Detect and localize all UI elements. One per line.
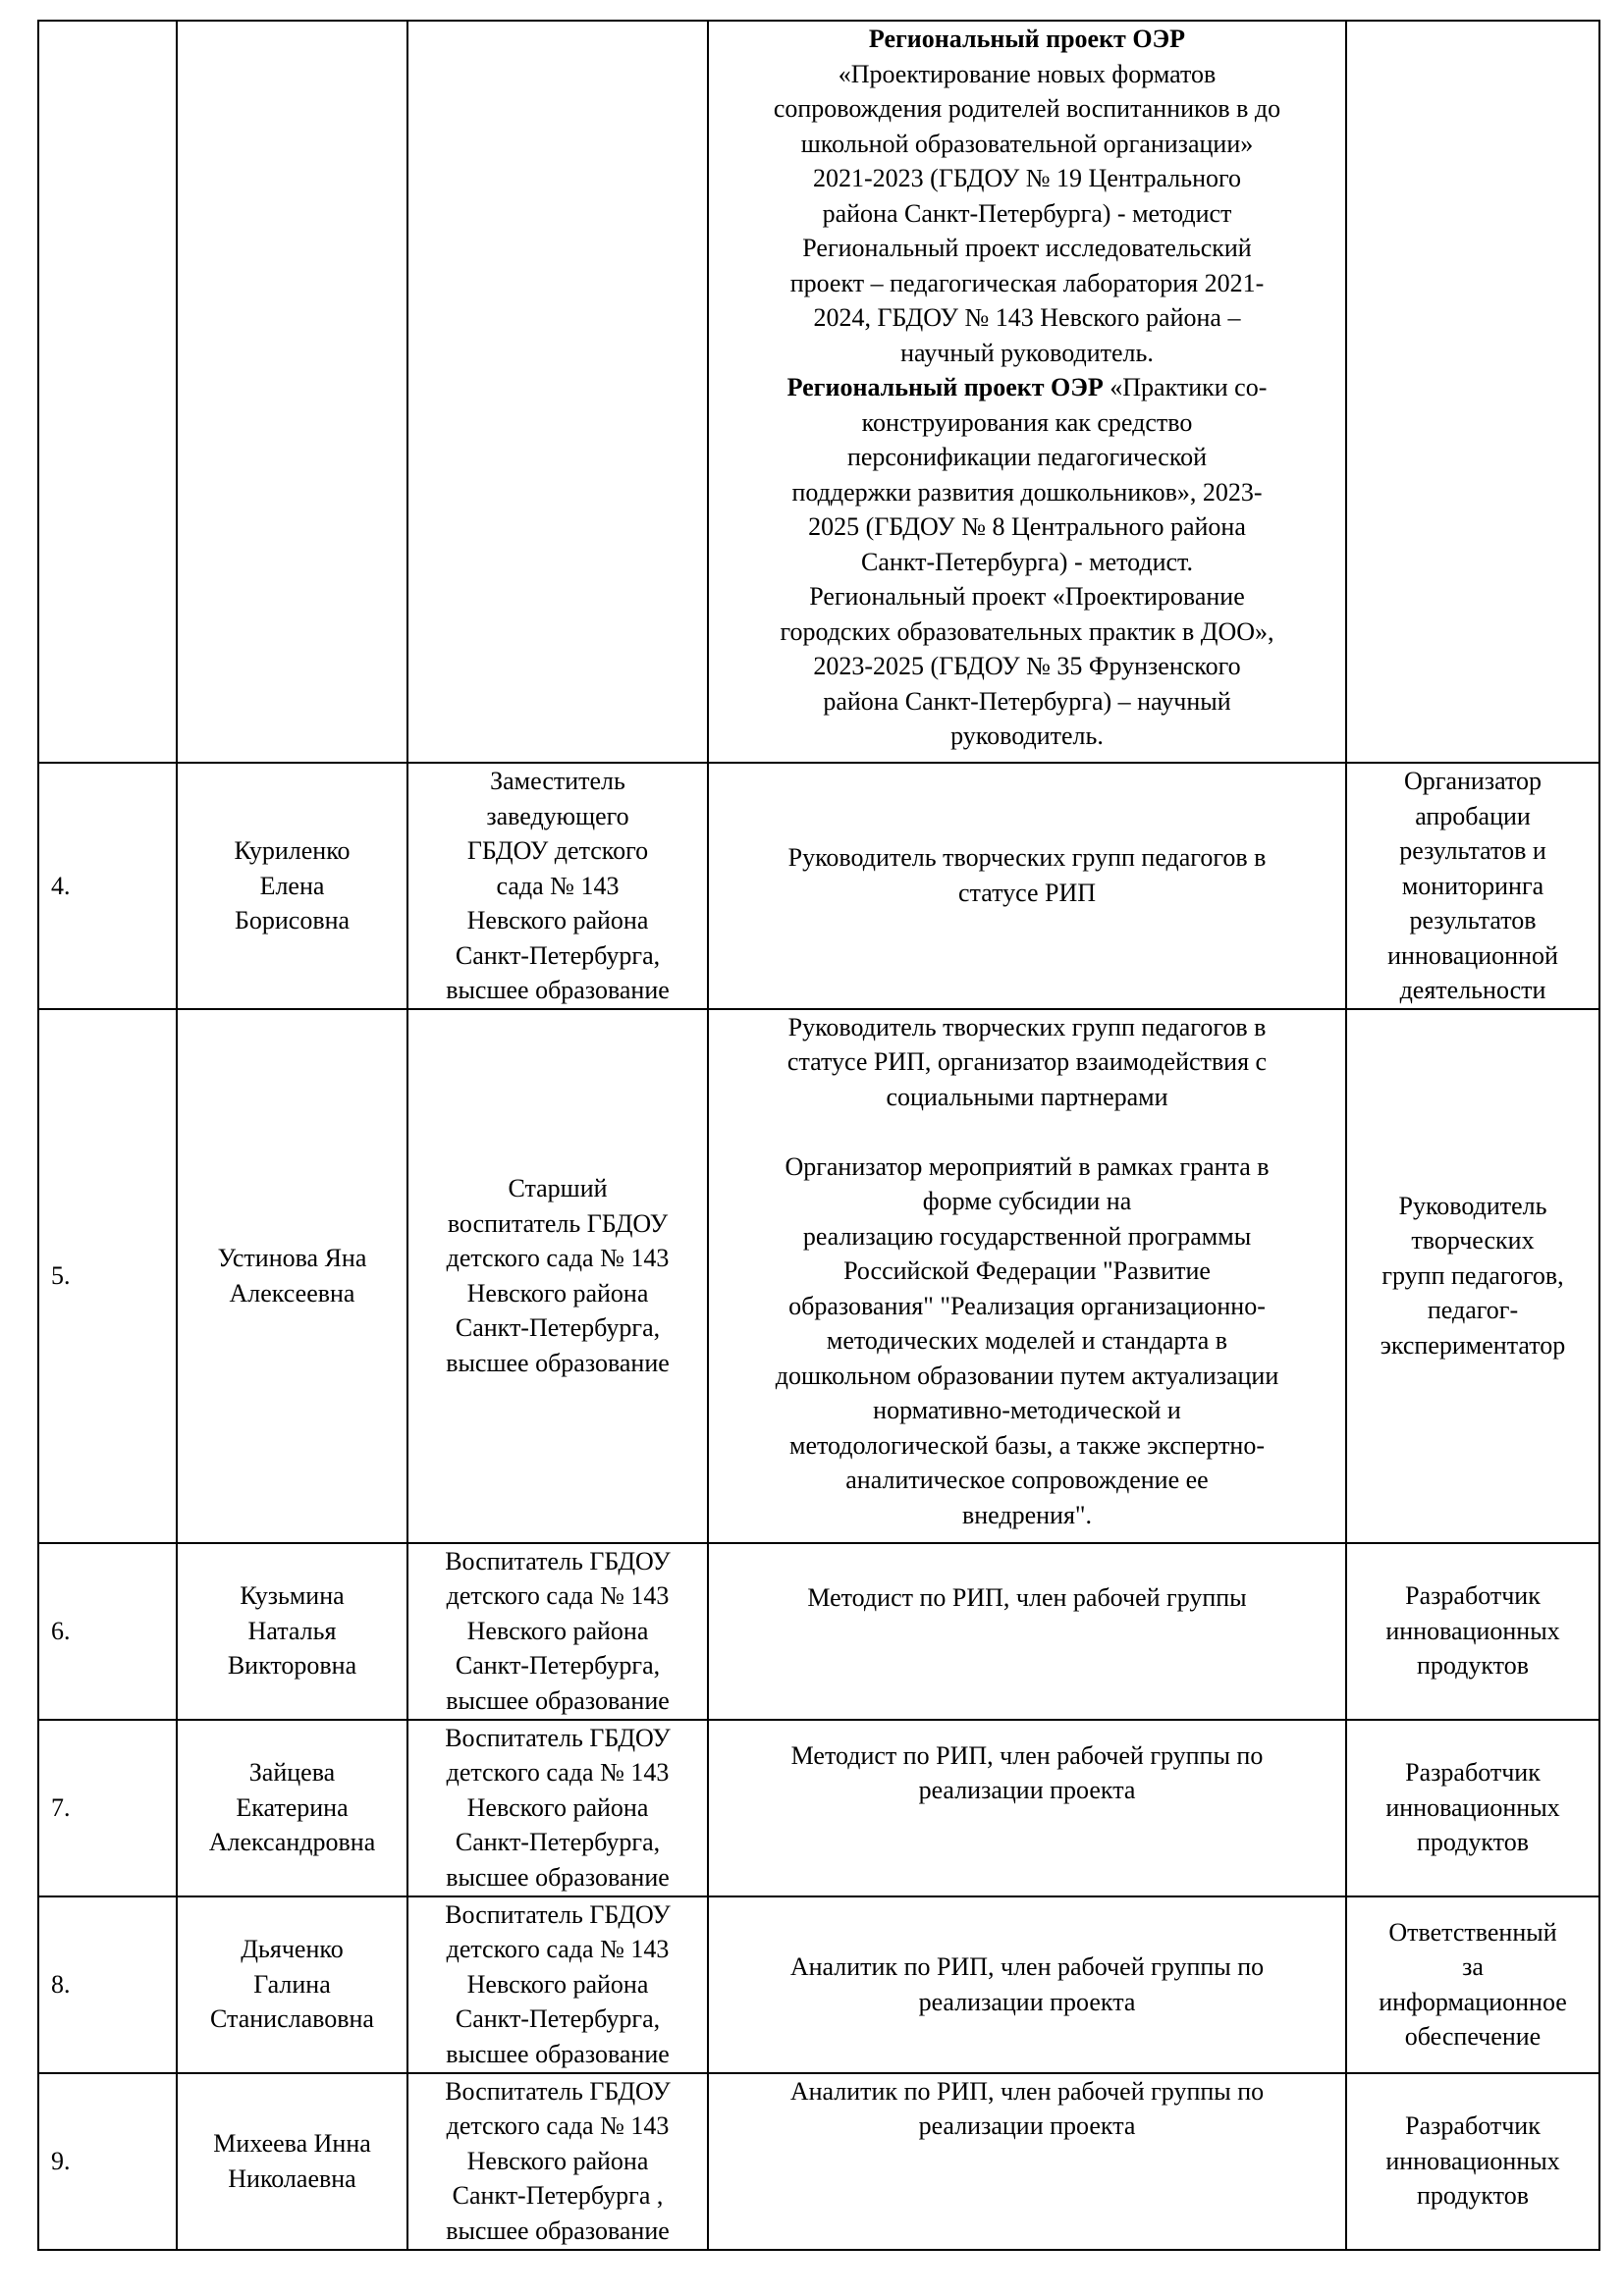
position-line: Воспитатель ГБДОУ [445,1723,671,1752]
table-row [38,2073,1599,2250]
name-cell [177,1543,407,1720]
function-line: Разработчик [1405,1758,1541,1788]
function-line: результатов [1409,906,1537,934]
position-line: Невского района [466,1792,649,1822]
table-row [38,1543,1599,1720]
role-line: 2023-2025 (ГБДОУ № 35 Фрунзенского [813,652,1241,680]
role-cell [708,763,1346,1009]
role-line: 2021-2023 (ГБДОУ № 19 Центрального [813,164,1241,192]
role-line-mixed [713,370,1341,405]
function-cell [1346,1009,1599,1543]
role-line: дошкольном образовании путем актуализации [775,1361,1279,1390]
function-line: экспериментатор [1380,1330,1566,1360]
position-line: Невского района [466,1616,649,1645]
role-line: научный руководитель. [900,338,1154,367]
role-line: 2024, ГБДОУ № 143 Невского района – [813,303,1241,332]
role-line: Российской Федерации "Развитие [843,1256,1211,1285]
function-line: Руководитель [1398,1191,1547,1220]
position-line: Заместитель [490,767,625,795]
role-line: района Санкт-Петербурга) – научный [823,686,1231,716]
function-cell [1346,2073,1599,2250]
position-line: ГБДОУ детского [466,836,649,865]
role-line: сопровождения родителей воспитанников в до [773,94,1281,123]
role-cell [708,21,1346,763]
function-cell [1346,763,1599,1009]
position-line: детского сада № 143 [446,1581,670,1610]
role-line: школьной образовательной организации» [800,129,1254,158]
role-line: методологической базы, а также экспертно- [788,1430,1266,1460]
role-line: образования" "Реализация организационно- [788,1291,1266,1320]
table-row [38,1720,1599,1896]
position-line: Невского района [466,906,649,934]
function-line: деятельности [1399,976,1546,1004]
role-line: методических моделей и стандарта в [826,1326,1228,1355]
position-line: Воспитатель ГБДОУ [445,1546,671,1575]
name-line: Михеева Инна [213,2129,371,2158]
role-line: реализацию государственной программы [802,1221,1252,1251]
function-line: Разработчик [1405,1581,1541,1611]
position-line: воспитатель ГБДОУ [447,1208,669,1238]
role-line: Аналитик по РИП, член рабочей группы по [789,1952,1265,1981]
function-line: результатов и [1399,836,1546,865]
position-line: заведующего [486,801,629,830]
position-line: Невского района [466,2146,649,2175]
role-line: конструирования как средство [861,407,1193,437]
role-line: реализации проекта [918,1776,1136,1804]
role-line: Региональный проект исследовательский [802,234,1252,262]
name-cell [177,763,407,1009]
function-line: групп педагогов, [1381,1260,1564,1290]
role-line: проект – педагогическая лаборатория 2021- [789,268,1265,297]
name-line: Куриленко [234,836,351,865]
role-line: статусе РИП [957,878,1097,907]
staff-table [37,20,1600,2251]
role-line: Методист по РИП, член рабочей группы по [790,1740,1264,1770]
role-cell [708,1009,1346,1543]
position-line: высшее образование [446,2039,670,2068]
role-line: форме субсидии на [922,1187,1132,1215]
function-line: Разработчик [1405,2111,1541,2141]
name-line: Устинова Яна [217,1244,367,1272]
role-line: «Проектирование новых форматов [838,59,1217,88]
position-line: Санкт-Петербурга, [455,940,661,970]
position-line: Старший [508,1174,608,1202]
function-line: продуктов [1417,1651,1529,1681]
name-cell [177,21,407,763]
role-line: аналитическое сопровождение ее [845,1466,1209,1494]
name-cell [177,2073,407,2250]
role-line: статусе РИП, организатор взаимодействия с [786,1047,1268,1076]
role-line: руководитель. [950,721,1104,750]
name-line: Станиславовна [210,2004,374,2034]
role-line: городских образовательных практик в ДОО», [780,616,1274,646]
function-line: продуктов [1417,1828,1529,1857]
position-line: Воспитатель ГБДОУ [445,1899,671,1929]
position-line: Санкт-Петербурга, [455,1651,661,1680]
name-line: Дьяченко [241,1935,344,1964]
function-line: продуктов [1417,2181,1529,2211]
num-cell: 4. [38,763,177,1009]
position-line: высшее образование [446,976,670,1004]
function-line: инновационных [1385,2146,1560,2175]
role-line: поддержки развития дошкольников», 2023- [791,477,1263,507]
name-line: Александровна [208,1828,376,1857]
position-line: Санкт-Петербурга , [452,2181,664,2210]
name-line: Елена [259,871,325,900]
position-line: детского сада № 143 [446,1758,670,1787]
role-heading: Региональный проект ОЭР [868,25,1186,53]
function-line: мониторинга [1401,871,1544,900]
function-line: Ответственный [1388,1917,1557,1947]
document-page [37,20,1598,2251]
function-line: педагог- [1427,1296,1519,1325]
num-cell: 5. [38,1009,177,1543]
position-line: Санкт-Петербурга, [455,1828,661,1856]
role-line: социальными партнерами [886,1082,1168,1111]
role-heading: Региональный проект ОЭР [786,373,1104,401]
role-line: Руководитель творческих групп педагогов в [787,1012,1267,1041]
position-cell [407,1543,708,1720]
num-cell: 8. [38,1896,177,2073]
role-tail: «Практики со- [1103,373,1268,401]
num-cell: 9. [38,2073,177,2250]
position-line: Невского района [466,1278,649,1308]
name-line: Николаевна [228,2163,356,2193]
table-row-continuation [38,21,1599,763]
name-line: Наталья [247,1616,337,1645]
table-row [38,763,1599,1009]
role-cell [708,1720,1346,1896]
table-row [38,1896,1599,2073]
function-line: Организатор [1404,767,1542,795]
position-cell [407,1720,708,1896]
function-cell [1346,1896,1599,2073]
function-cell [1346,1543,1599,1720]
name-line: Борисовна [234,906,351,934]
position-cell [407,21,708,763]
position-line: высшее образование [446,1685,670,1715]
name-cell [177,1896,407,2073]
name-cell [177,1720,407,1896]
function-line: инновационных [1385,1616,1560,1645]
name-line: Галина [253,1969,331,1999]
role-line: 2025 (ГБДОУ № 8 Центрального района [808,512,1246,541]
position-line: Санкт-Петербурга, [455,1313,661,1342]
position-cell [407,1896,708,2073]
role-cell [708,1896,1346,2073]
position-cell [407,1009,708,1543]
name-line: Кузьмина [240,1581,345,1611]
role-line: реализации проекта [918,2111,1136,2140]
position-line: Санкт-Петербурга, [455,2004,661,2033]
role-line: Руководитель творческих групп педагогов в [787,843,1267,872]
name-line: Зайцева [248,1758,336,1788]
role-line: нормативно-методической и [873,1396,1181,1424]
num-cell: 6. [38,1543,177,1720]
function-line: инновационных [1385,1792,1560,1822]
position-line: высшее образование [446,1862,670,1892]
position-line: высшее образование [446,1348,670,1377]
function-line: апробации [1415,801,1531,830]
function-line: инновационной [1387,940,1558,970]
function-cell [1346,21,1599,763]
position-line: детского сада № 143 [446,1244,670,1272]
function-line: информационное [1379,1987,1567,2016]
role-line: Санкт-Петербурга) - методист. [861,547,1193,576]
position-line: детского сада № 143 [446,2111,670,2140]
name-cell [177,1009,407,1543]
role-line: Региональный проект «Проектирование [809,582,1245,611]
num-cell: 7. [38,1720,177,1896]
role-cell [708,2073,1346,2250]
role-line: Организатор мероприятий в рамках гранта в [785,1151,1270,1181]
role-cell [708,1543,1346,1720]
position-line: Невского района [466,1969,649,1999]
role-line: Аналитик по РИП, член рабочей группы по [789,2076,1265,2106]
name-line: Екатерина [236,1792,349,1822]
table-row [38,1009,1599,1543]
function-cell [1346,1720,1599,1896]
num-cell [38,21,177,763]
position-cell [407,763,708,1009]
position-line: Воспитатель ГБДОУ [445,2076,671,2106]
name-line: Викторовна [227,1651,357,1681]
position-line: высшее образование [446,2216,670,2245]
position-line: сада № 143 [496,871,620,900]
function-line: творческих [1411,1226,1535,1255]
role-line: Методист по РИП, член рабочей группы [807,1582,1247,1612]
function-line: за [1462,1952,1484,1981]
role-line: персонификации педагогической [846,443,1208,471]
name-line: Алексеевна [229,1278,355,1308]
role-line: внедрения". [961,1500,1093,1529]
function-line: обеспечение [1404,2022,1542,2051]
position-cell [407,2073,708,2250]
position-line: детского сада № 143 [446,1935,670,1963]
paragraph-gap [713,1114,1341,1149]
role-line: реализации проекта [918,1987,1136,2016]
role-line: района Санкт-Петербурга) - методист [822,198,1232,228]
